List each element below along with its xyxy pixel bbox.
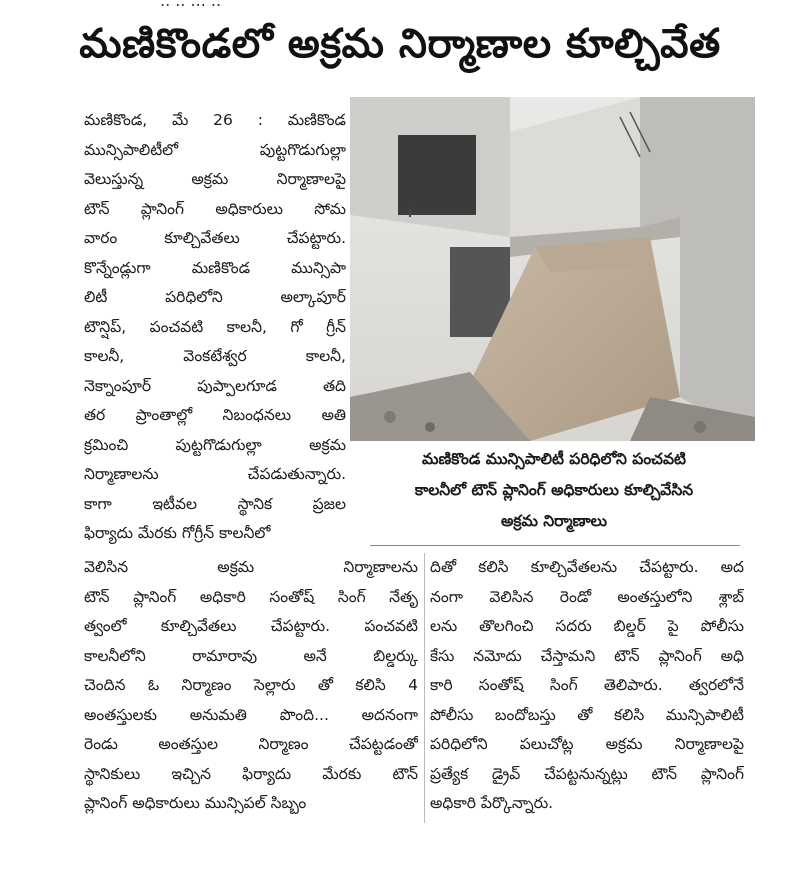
column-divider (424, 553, 425, 823)
article-line: ప్రత్యేక డ్రైవ్ చేపట్టనున్నట్లు టౌన్ ప్లానింగ్ (430, 764, 744, 783)
article-line: లను తొలగించి సదరు బిల్డర్ పై పోలీసు (430, 617, 744, 635)
article-line: కారి సంతోష్ సింగ్ తెలిపారు. త్వరలోనే (430, 676, 744, 694)
caption-line: అక్రమ నిర్మాణాలు (500, 512, 608, 530)
article-line: కాలనీ, వెంకటేశ్వర కాలనీ, (84, 347, 346, 365)
article-line: నంగా వెలిసిన రెండో అంతస్తులోని శ్లాబ్ (430, 587, 744, 606)
article-line: మున్సిపాలిటీలో పుట్టగొడుగుల్లా (84, 140, 346, 159)
article-line: దితో కలిసి కూల్చివేతలను చేపట్టారు. అద (430, 558, 744, 576)
article-line: నిర్మాణాలను చేపడుతున్నారు. (84, 465, 346, 483)
article-line: తర ప్రాంతాల్లో నిబంధనలు అతి (84, 406, 346, 424)
photo-illustration (350, 97, 755, 441)
article-line: చెందిన ఓ నిర్మాణం సెల్లారు తో కలిసి 4 (84, 676, 418, 694)
caption-line: కాలనీలో టౌన్ ప్లానింగ్ అధికారులు కూల్చివేసిన (414, 481, 694, 499)
article-line: ఫిర్యాదు మేరకు గోగ్రీన్ కాలనీలో (84, 524, 271, 542)
article-line: వెలుస్తున్న అక్రమ నిర్మాణాలపై (84, 170, 346, 188)
article-line: కాలనీలోని రామారావు అనే బిల్డర్కు (84, 646, 418, 665)
article-line: వారం కూల్చివేతలు చేపట్టారు. (84, 229, 346, 247)
photo-caption (352, 444, 756, 537)
article-line: టౌన్ ప్లానింగ్ అధికారి సంతోష్ సింగ్ నేతృ (84, 587, 418, 606)
cropped-previous-text: .. .. ... .. (160, 0, 222, 10)
article-line: త్వంలో కూల్చివేతలు చేపట్టారు. పంచవటి (84, 617, 418, 635)
article-column-left-top (84, 106, 346, 549)
article-line: మణికొండ, మే 26 : మణికొండ (84, 111, 346, 129)
demolished-building-photo (350, 97, 755, 441)
article-line: కేసు నమోదు చేస్తామని టౌన్ ప్లానింగ్ అధి (430, 646, 744, 665)
article-line: పోలీసు బందోబస్తు తో కలిసి మున్సిపాలిటీ (430, 705, 744, 724)
article-line: నెక్నాంపూర్ పుప్పాలగూడ తది (84, 376, 346, 395)
article-column-right-bottom (430, 553, 744, 819)
article-line: అంతస్తులకు అనుమతి పొంది... అదనంగా (84, 705, 418, 724)
article-line: వెలిసిన అక్రమ నిర్మాణాలను (84, 558, 418, 576)
article-line: లిటీ పరిధిలోని అల్కాపూర్ (84, 288, 346, 306)
article-line: పరిధిలోని పలుచోట్ల అక్రమ నిర్మాణాలపై (430, 735, 744, 753)
article-line: క్రమించి పుట్టగొడుగుల్లా అక్రమ (84, 435, 346, 454)
article-line: స్థానికులు ఇచ్చిన ఫిర్యాదు మేరకు టౌన్ (84, 764, 418, 783)
article-column-left-bottom (84, 553, 418, 819)
article-line: అధికారి పేర్కొన్నారు. (430, 794, 554, 812)
article-line: రెండు అంతస్తుల నిర్మాణం చేపట్టడంతో (84, 735, 418, 753)
article-line: కొన్నేండ్లుగా మణికొండ మున్సిపా (84, 258, 346, 277)
article-line: కాగా ఇటీవల స్థానిక ప్రజల (84, 494, 346, 513)
article-line: టౌన్ ప్లానింగ్ అధికారులు సోమ (84, 199, 346, 218)
caption-line: మణికొండ మున్సిపాలిటీ పరిధిలోని పంచవటి (422, 450, 686, 468)
article-line: టౌన్షిప్, పంచవటి కాలనీ, గో గ్రీన్ (84, 317, 346, 336)
headline: మణికొండలో అక్రమ నిర్మాణాల కూల్చివేత (79, 21, 721, 67)
article-line: ప్లానింగ్ అధికారులు మున్సిపల్ సిబ్బం (84, 794, 307, 812)
caption-divider (370, 545, 740, 546)
